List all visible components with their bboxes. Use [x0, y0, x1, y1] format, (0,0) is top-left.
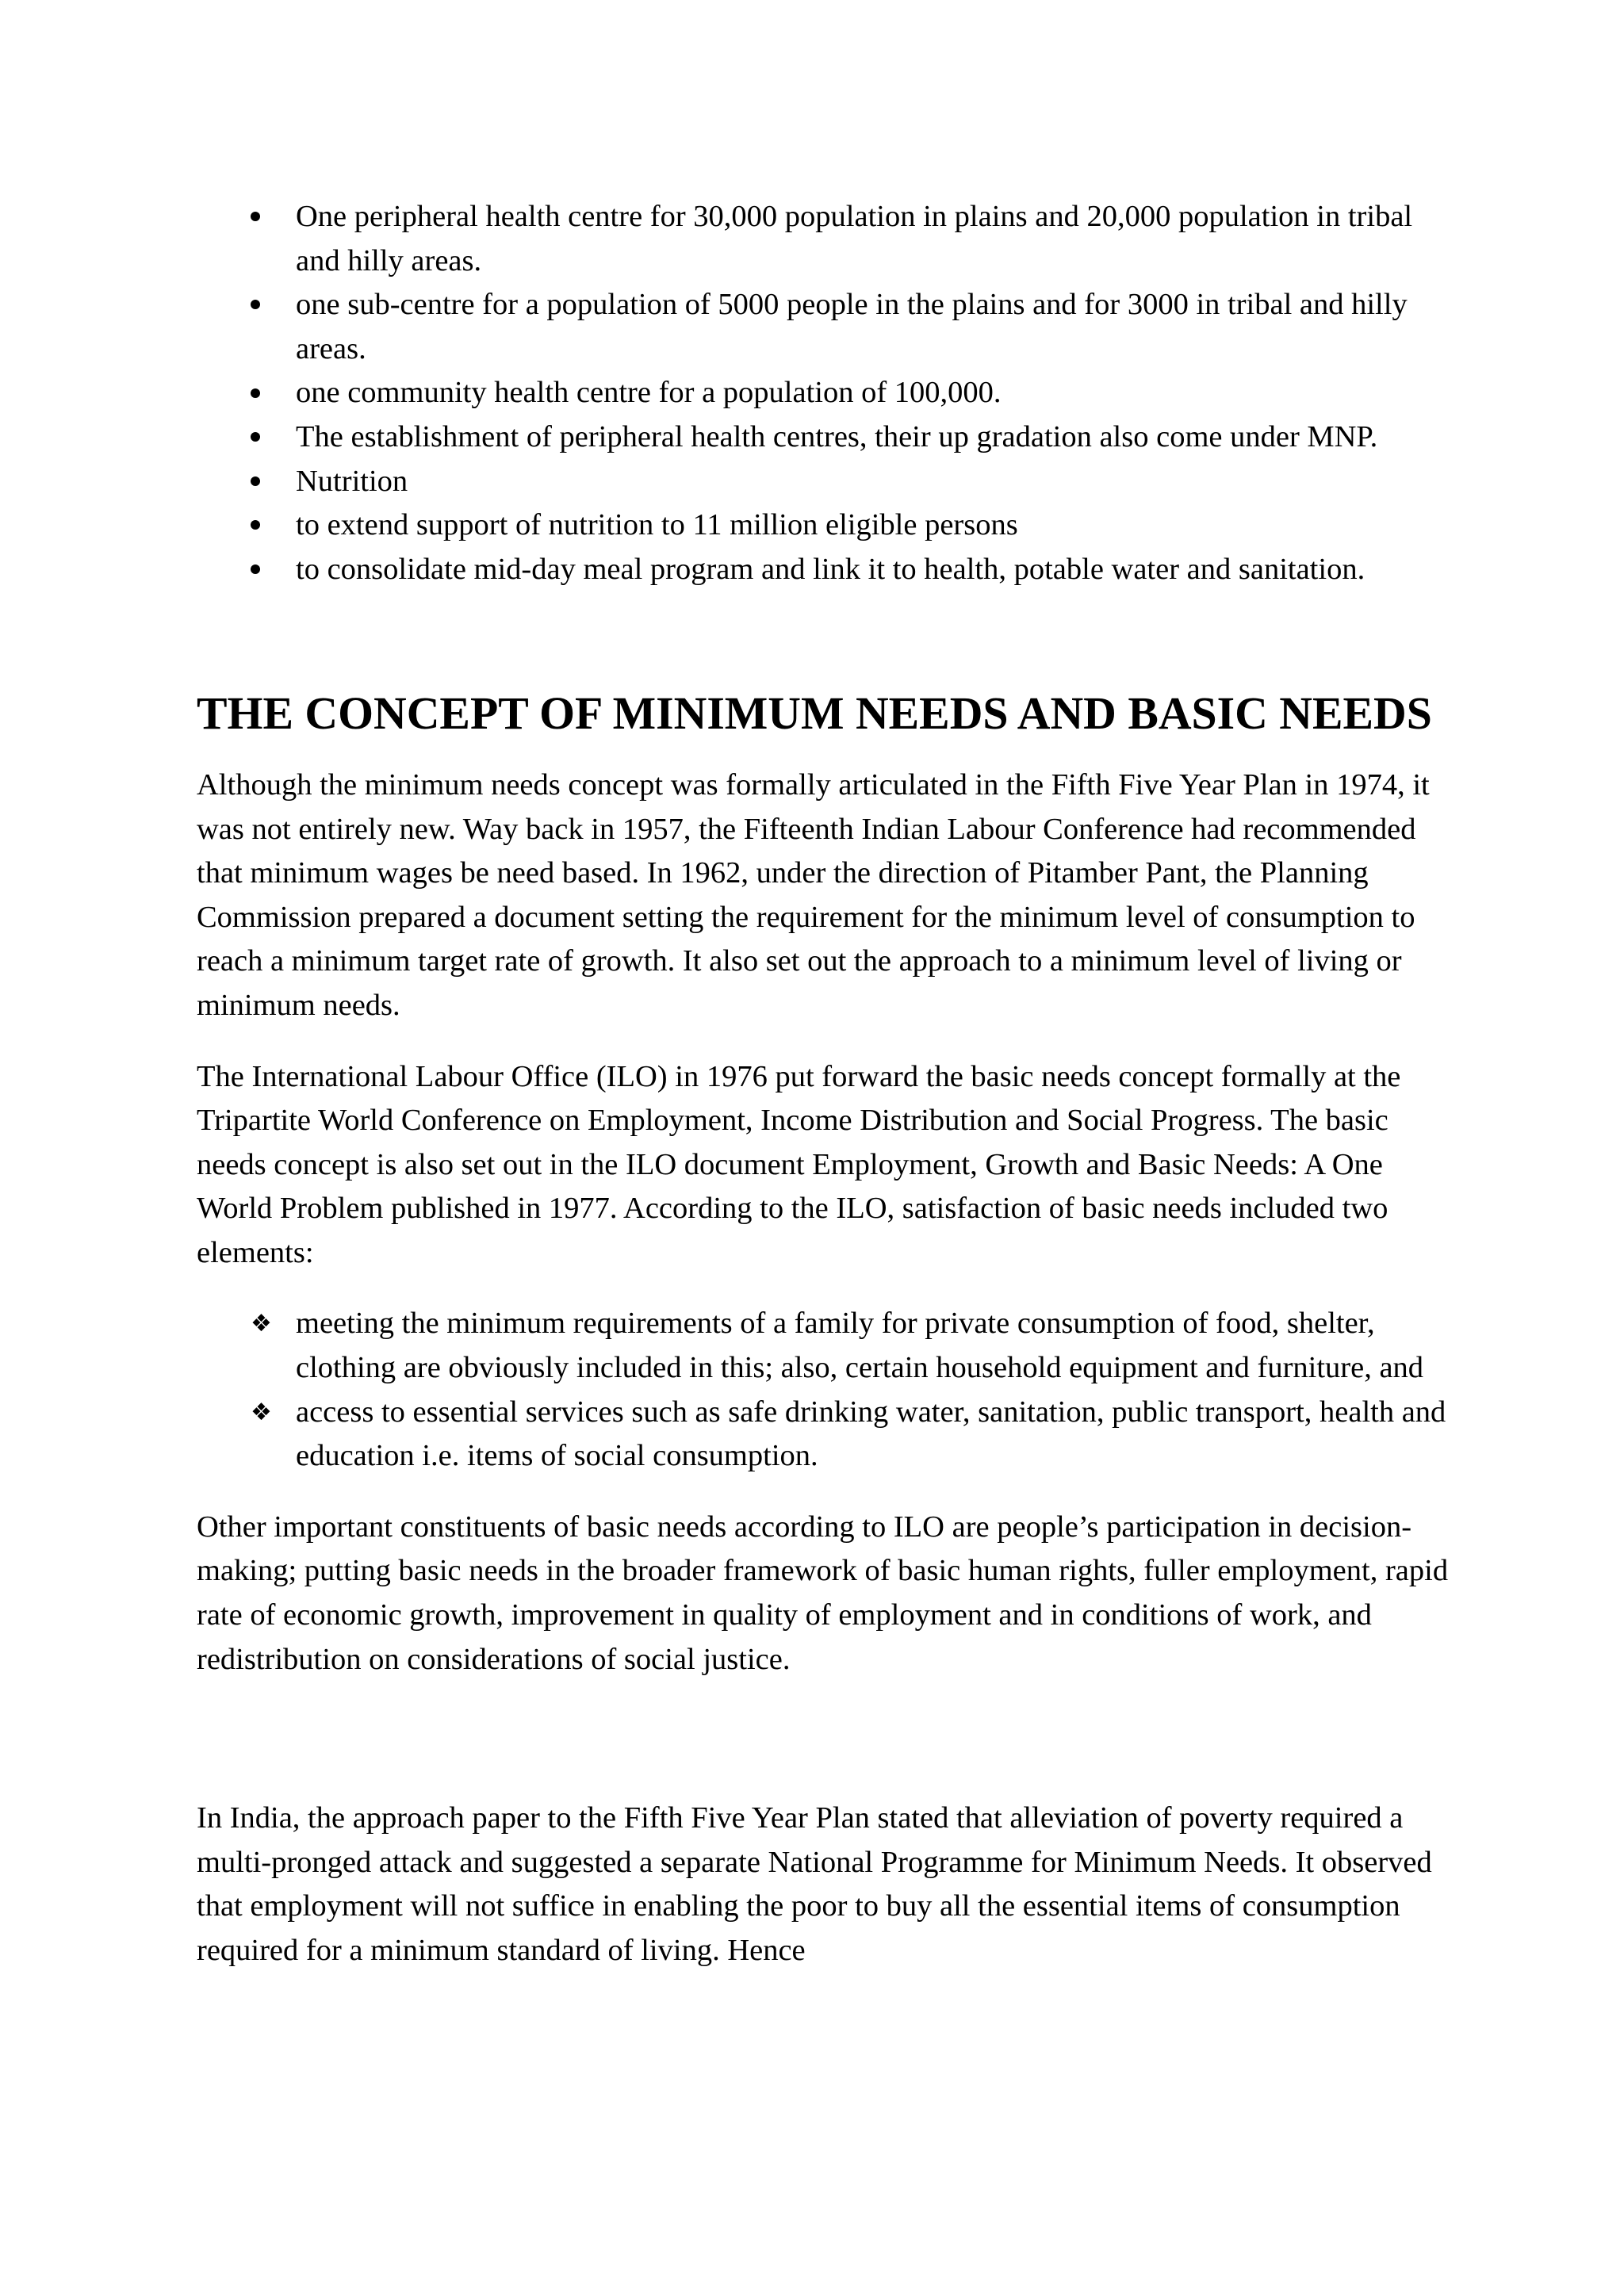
list-item	[197, 503, 1450, 548]
paragraph-india-fifth-plan: In India, the approach paper to the Fifth Five Year Plan stated that alleviation of poverty required a multi-pronged attack and suggested a separate National Programme for Minimum Needs. It observed that employment will not suffice in enabling the poor to buy all the essential items of consumption required for a minimum standard of living. Hence	[197, 1801, 1432, 1967]
list-item-text: The establishment of peripheral health centres, their up gradation also come under MNP.	[296, 419, 1378, 453]
list-item	[197, 283, 1450, 371]
paragraph-ilo-basic-needs: The International Labour Office (ILO) in 1976 put forward the basic needs concept formally at the Tripartite World Conference on Employment, Income Distribution and Social Progress. The basic needs concept is also set out in the ILO document Employment, Growth and Basic Needs: A One World Problem published in 1977. According to the ILO, satisfaction of basic needs included two elements:	[197, 1059, 1401, 1269]
list-item	[197, 460, 1450, 504]
list-item-text: to consolidate mid-day meal program and link it to health, potable water and sanitation.	[296, 552, 1365, 586]
bullet-dot-icon	[251, 415, 282, 460]
section-heading: THE CONCEPT OF MINIMUM NEEDS AND BASIC NEEDS	[197, 689, 1432, 740]
list-item-text: one sub-centre for a population of 5000 people in the plains and for 3000 in tribal and hilly areas.	[296, 288, 1408, 365]
bullet-dot-icon	[251, 283, 282, 327]
bullet-dot-icon	[251, 460, 282, 504]
bullet-dot-icon	[251, 503, 282, 548]
list-item-text: access to essential services such as safe drinking water, sanitation, public transport, health and education i.e. items of social consumption.	[296, 1395, 1446, 1473]
diamond-bullet-icon: ❖	[251, 1398, 272, 1426]
list-item-text: Nutrition	[296, 464, 408, 498]
paragraph-ilo-constituents: Other important constituents of basic needs according to ILO are people’s participation in decision-making; putting basic needs in the broader framework of basic human rights, fuller employment, rapid rate of economic growth, improvement in quality of employment and in conditions of work, and redistribution on considerations of social justice.	[197, 1510, 1449, 1676]
document-page	[197, 195, 1450, 1973]
ilo-elements-list	[197, 1302, 1450, 1478]
list-item-text: One peripheral health centre for 30,000 population in plains and 20,000 population in tribal and hilly areas.	[296, 200, 1413, 277]
list-item	[197, 1391, 1450, 1479]
list-item-text: one community health centre for a population of 100,000.	[296, 376, 1002, 410]
list-item	[197, 1302, 1450, 1390]
list-item-text: to extend support of nutrition to 11 million eligible persons	[296, 508, 1018, 542]
list-item	[197, 415, 1450, 460]
bullet-dot-icon	[251, 548, 282, 592]
bullet-dot-icon	[251, 371, 282, 415]
bullet-dot-icon	[251, 195, 282, 239]
list-item-text: meeting the minimum requirements of a family for private consumption of food, shelter, clothing are obviously included in this; also, certain household equipment and furniture, and	[296, 1307, 1424, 1385]
list-item	[197, 548, 1450, 592]
intro-bullet-list	[197, 195, 1450, 591]
paragraph-minimum-needs-history: Although the minimum needs concept was formally articulated in the Fifth Five Year Plan in 1974, it was not entirely new. Way back in 1957, the Fifteenth Indian Labour Conference had recommended that minimum wages be need based. In 1962, under the direction of Pitamber Pant, the Planning Commission prepared a document setting the requirement for the minimum level of consumption to reach a minimum target rate of growth. It also set out the approach to a minimum level of living or minimum needs.	[197, 767, 1430, 1022]
diamond-bullet-icon: ❖	[251, 1310, 272, 1338]
list-item	[197, 371, 1450, 415]
list-item	[197, 195, 1450, 283]
